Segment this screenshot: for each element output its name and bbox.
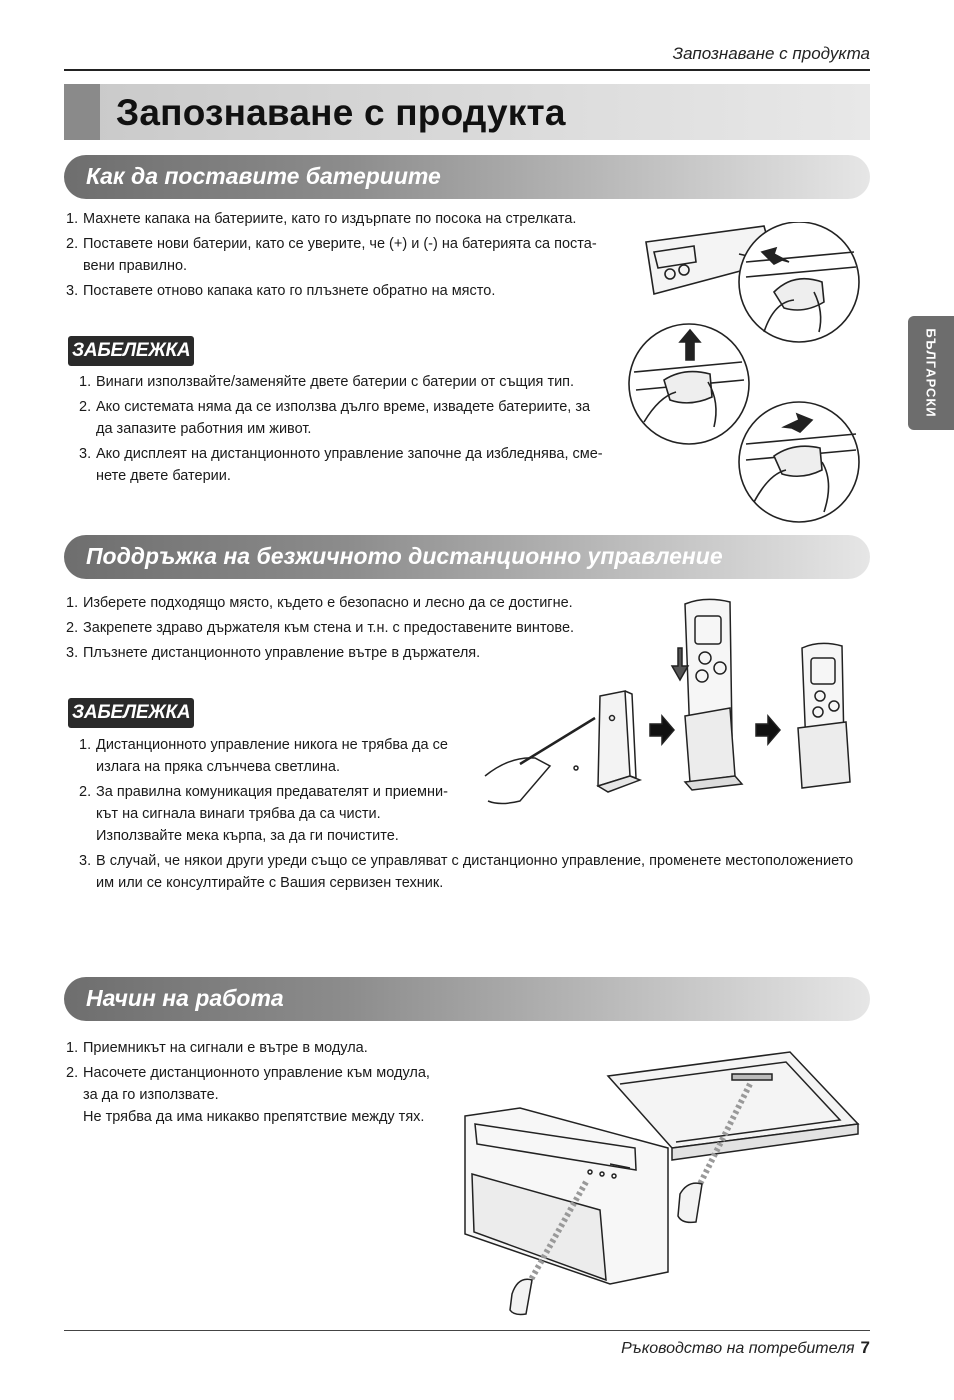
list-number: 1. bbox=[66, 595, 79, 611]
page-title: Запознаване с продукта bbox=[116, 92, 566, 133]
list-number: 3. bbox=[66, 645, 79, 661]
battery-notes-list bbox=[79, 371, 609, 490]
list-item bbox=[79, 850, 879, 894]
list-text: Поставете отново капака като го плъзнете обратно на място. bbox=[83, 283, 496, 299]
list-text: За правилна комуникация предавателят и приемни- кът на сигнала винаги трябва да са чисти. Използвайте мека кърпа, за да ги почистите. bbox=[96, 784, 448, 844]
header-rule bbox=[64, 69, 870, 71]
list-item bbox=[79, 396, 609, 440]
list-text: Винаги използвайте/заменяйте двете батерии с батерии от същия тип. bbox=[96, 374, 575, 390]
list-number: 2. bbox=[79, 784, 92, 800]
list-number: 1. bbox=[79, 737, 92, 753]
list-text: Ако системата няма да се използва дълго време, извадете батериите, за да запазите работния им живот. bbox=[96, 399, 591, 437]
list-number: 3. bbox=[79, 853, 92, 869]
page-number: 7 bbox=[860, 1338, 870, 1357]
list-item bbox=[66, 1037, 446, 1059]
note-badge: ЗАБЕЛЕЖКА bbox=[68, 698, 194, 728]
page-footer bbox=[621, 1338, 870, 1358]
list-text: Закрепете здраво държателя към стена и т.н. с предоставените винтове. bbox=[83, 620, 575, 636]
title-bar bbox=[64, 84, 870, 140]
footer-rule bbox=[64, 1330, 870, 1331]
list-item bbox=[66, 208, 611, 230]
section-title-batteries: Как да поставите батериите bbox=[86, 163, 441, 189]
battery-steps-list bbox=[66, 208, 611, 305]
list-item bbox=[79, 371, 609, 393]
list-text: Плъзнете дистанционното управление вътре в държателя. bbox=[83, 645, 481, 661]
list-number: 1. bbox=[66, 1040, 79, 1056]
battery-replacement-illustration bbox=[624, 222, 864, 524]
list-number: 3. bbox=[79, 446, 92, 462]
language-tab bbox=[908, 316, 954, 430]
list-number: 1. bbox=[66, 211, 79, 227]
list-number: 2. bbox=[66, 236, 79, 252]
remote-holder-illustration bbox=[480, 596, 870, 816]
list-number: 2. bbox=[66, 1065, 79, 1081]
list-item bbox=[66, 1062, 446, 1128]
air-conditioner-illustration bbox=[460, 1044, 860, 1320]
list-item bbox=[79, 443, 609, 487]
section-heading-operation bbox=[64, 977, 870, 1021]
footer-text: Ръководство на потребителя bbox=[621, 1340, 855, 1357]
list-text: Махнете капака на батериите, като го издърпате по посока на стрелката. bbox=[83, 211, 577, 227]
language-tab-label: БЪЛГАРСКИ bbox=[923, 328, 939, 418]
note-badge: ЗАБЕЛЕЖКА bbox=[68, 336, 194, 366]
operation-steps-list bbox=[66, 1037, 446, 1131]
list-number: 2. bbox=[79, 399, 92, 415]
list-text: Приемникът на сигнали е вътре в модула. bbox=[83, 1040, 368, 1056]
list-text: Поставете нови батерии, като се уверите, че (+) и (-) на батерията са поста- вени правилно. bbox=[83, 236, 597, 274]
running-header: Запознаване с продукта bbox=[672, 44, 870, 63]
section-heading-maintenance bbox=[64, 535, 870, 579]
list-text: Насочете дистанционното управление към модула, за да го използвате. Не трябва да има никакво препятствие между тях. bbox=[83, 1065, 430, 1125]
list-text: В случай, че някои други уреди също се управляват с дистанционно управление, променете местоположението им или се консултирайте с Вашия сервизен техник. bbox=[96, 853, 854, 891]
list-item bbox=[66, 233, 611, 277]
section-title-operation: Начин на работа bbox=[86, 985, 284, 1011]
title-bar-tab bbox=[64, 84, 100, 140]
list-number: 2. bbox=[66, 620, 79, 636]
list-text: Дистанционното управление никога не трябва да се излага на пряка слънчева светлина. bbox=[96, 737, 448, 775]
list-number: 1. bbox=[79, 374, 92, 390]
list-number: 3. bbox=[66, 283, 79, 299]
list-text: Изберете подходящо място, където е безопасно и лесно да се достигне. bbox=[83, 595, 573, 611]
section-title-maintenance: Поддръжка на безжичното дистанционно управление bbox=[86, 543, 723, 569]
section-heading-batteries bbox=[64, 155, 870, 199]
list-item bbox=[66, 280, 611, 302]
list-text: Ако дисплеят на дистанционното управление започне да избледнява, сме- нете двете батерии. bbox=[96, 446, 603, 484]
